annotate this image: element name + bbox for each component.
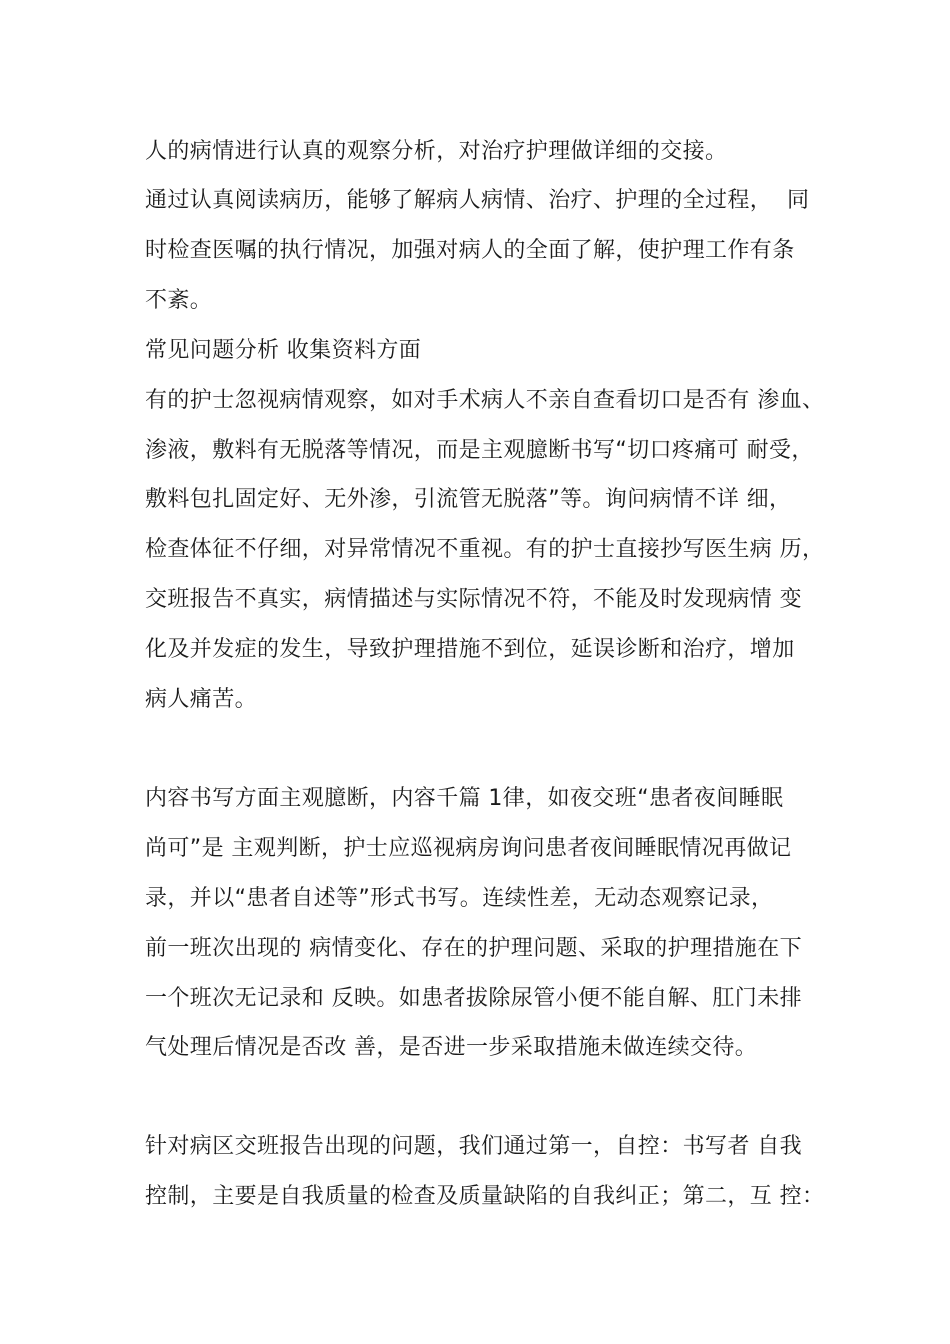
text-line: 有的护士忽视病情观察，如对手术病人不亲自查看切口是否有 渗血、 (145, 388, 825, 413)
text-line: 通过认真阅读病历，能够了解病人病情、治疗、护理的全过程， 同 (145, 188, 810, 213)
text-line: 化及并发症的发生，导致护理措施不到位，延误诊断和治疗，增加 (145, 637, 795, 662)
text-line: 尚可”是 主观判断，护士应巡视病房询问患者夜间睡眠情况再做记 (145, 836, 792, 861)
section-heading: 常见问题分析 收集资料方面 (145, 338, 422, 363)
text-line: 内容书写方面主观臆断，内容千篇 1律，如夜交班“患者夜间睡眠 (145, 786, 784, 811)
text-line: 不紊。 (145, 288, 213, 313)
text-line: 一个班次无记录和 反映。如患者拔除尿管小便不能自解、肛门未排 (145, 986, 802, 1011)
text-line: 针对病区交班报告出现的问题，我们通过第一，自控：书写者 自我 (145, 1134, 802, 1159)
text-line: 交班报告不真实，病情描述与实际情况不符，不能及时发现病情 变 (145, 587, 802, 612)
text-line: 前一班次出现的 病情变化、存在的护理问题、采取的护理措施在下 (145, 936, 802, 961)
text-line: 控制，主要是自我质量的检查及质量缺陷的自我纠正；第二，互 控： (145, 1184, 825, 1209)
text-line: 渗液，敷料有无脱落等情况，而是主观臆断书写“切口疼痛可 耐受， (145, 438, 814, 463)
text-line: 气处理后情况是否改 善，是否进一步采取措施未做连续交待。 (145, 1035, 758, 1060)
text-line: 检查体征不仔细，对异常情况不重视。有的护士直接抄写医生病 历， (145, 537, 825, 562)
text-line: 录，并以“患者自述等”形式书写。连续性差，无动态观察记录， (145, 886, 774, 911)
text-line: 时检查医嘱的执行情况，加强对病人的全面了解，使护理工作有条 (145, 238, 795, 263)
text-line: 人的病情进行认真的观察分析，对治疗护理做详细的交接。 (145, 139, 728, 164)
text-line: 病人痛苦。 (145, 687, 258, 712)
text-line: 敷料包扎固定好、无外渗，引流管无脱落”等。询问病情不详 细， (145, 487, 792, 512)
